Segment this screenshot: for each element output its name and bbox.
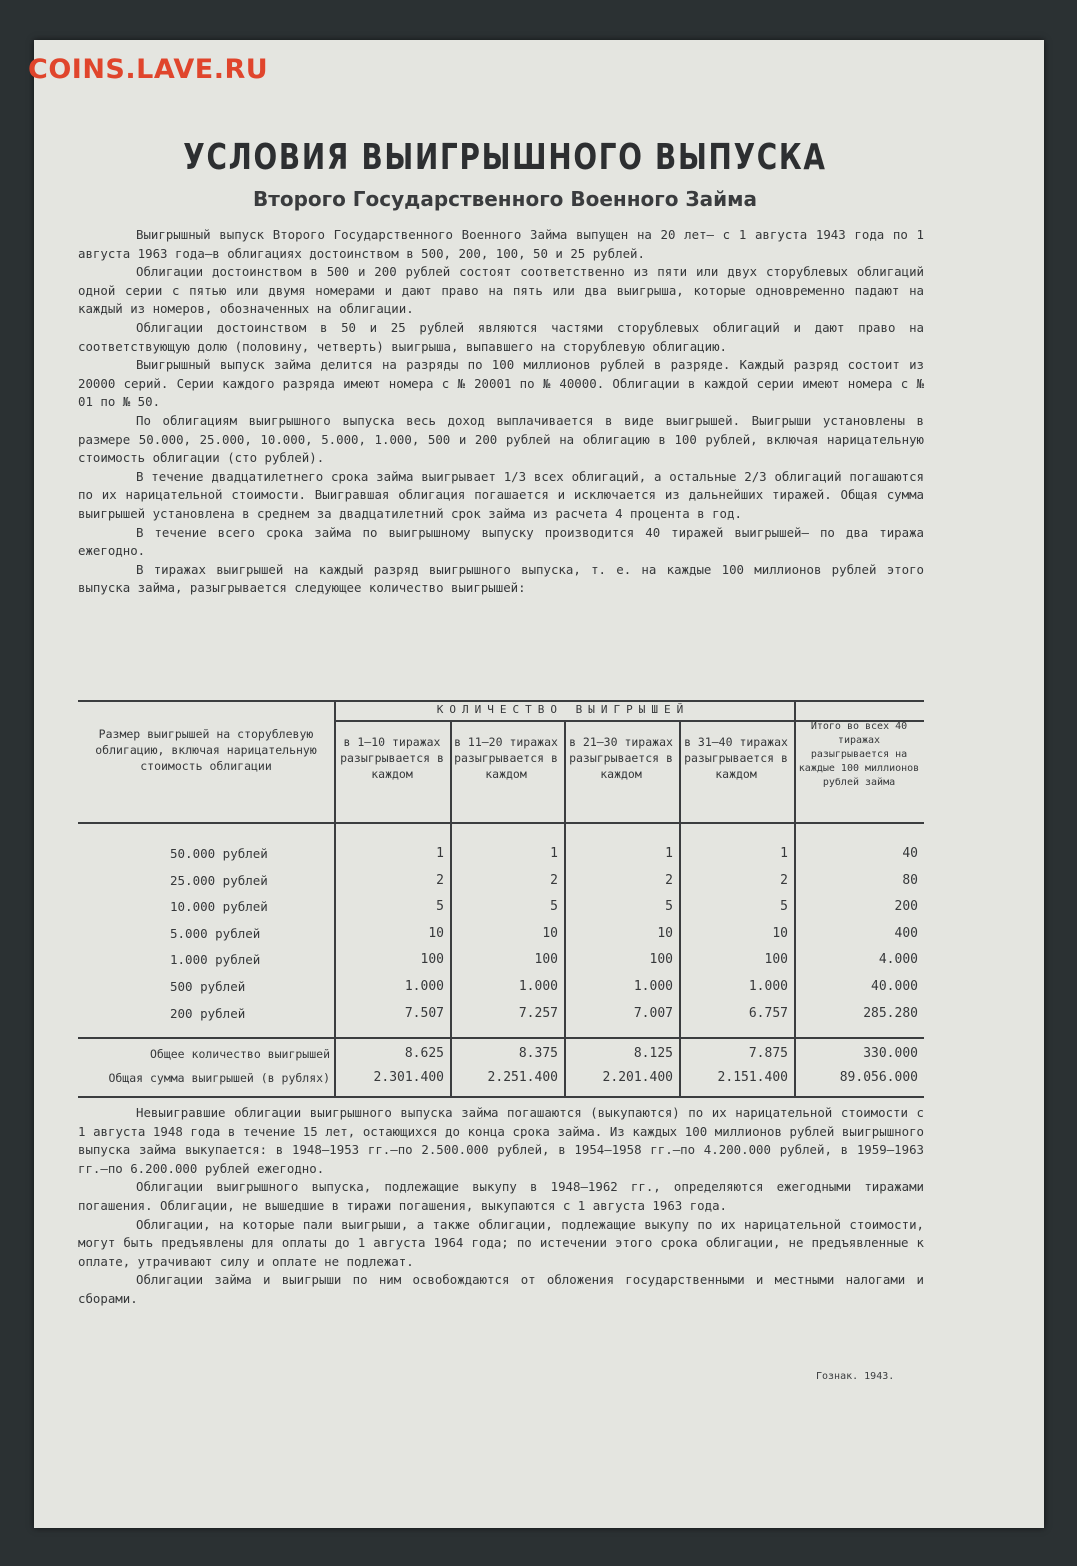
table-cell: 7.007 — [633, 1005, 673, 1021]
outro-text — [78, 1104, 924, 1309]
paragraph: В тиражах выигрышей на каждый разряд выигрышного выпуска, т. е. на каждые 100 миллионов рублей этого выпуска займа, разыгрывается следующее количество выигрышей: — [78, 561, 924, 596]
paragraph: Выигрышный выпуск Второго Государственного Военного Займа выпущен на 20 лет— с 1 августа 1943 года по 1 августа 1963 года—в облигациях достоинством в 500, 200, 100, 50 и 25 рублей. — [78, 227, 924, 261]
table-cell: 100 — [420, 952, 444, 968]
paragraph: По облигациям выигрышного выпуска весь доход выплачивается в виде выигрышей. Выигрыши установлены в размере 50.000, 25.000, 10.000, 5.000, 1.000, 500 и 200 рублей на облигацию в 100 рублей, включая нарицательную стоимость облигации (сто рублей). — [78, 412, 924, 466]
prize-label: 5.000 рублей — [170, 925, 261, 941]
table-cell: 10 — [772, 925, 788, 941]
column-divider — [794, 700, 796, 1096]
table-cell: 5 — [665, 899, 673, 915]
prize-label: 200 рублей — [170, 1005, 246, 1021]
total-cell: 2.251.400 — [487, 1070, 558, 1085]
table-cell: 40.000 — [871, 979, 918, 994]
table-cell: 1 — [436, 846, 444, 861]
intro-text — [78, 226, 924, 598]
table-cell: 285.280 — [863, 1005, 918, 1021]
table-cell: 10 — [542, 925, 558, 941]
table-cell: 6.757 — [748, 1005, 788, 1021]
column-divider — [450, 720, 452, 1096]
paragraph: В течение всего срока займа по выигрышному выпуску производится 40 тиражей выигрышей— по два тиража ежегодно. — [78, 524, 924, 559]
table-cell: 7.507 — [404, 1005, 444, 1021]
table-cell: 2 — [780, 872, 788, 888]
prize-label: 10.000 рублей — [170, 899, 268, 915]
row-header: Размер выигрышей на сторублевую облигацию, включая нарицательную стоимость облигации — [95, 727, 317, 773]
table-cell: 2 — [550, 872, 558, 888]
column-header: в 1—10 тиражах разыгрывается в каждом — [340, 735, 444, 781]
table-bottom-rule — [78, 1096, 924, 1098]
totals-rule — [78, 1037, 924, 1039]
total-label: Общее количество выигрышей — [149, 1047, 330, 1061]
total-label: Общая сумма выигрышей (в рублях) — [108, 1071, 330, 1085]
table-cell: 1 — [550, 846, 558, 861]
total-cell: 330.000 — [863, 1046, 918, 1061]
column-divider — [679, 720, 681, 1096]
prize-label: 50.000 рублей — [170, 846, 268, 861]
table-cell: 10 — [428, 925, 444, 941]
group-header: КОЛИЧЕСТВО ВЫИГРЫШЕЙ — [436, 703, 690, 716]
total-cell: 8.125 — [633, 1046, 673, 1061]
table-cell: 1.000 — [748, 979, 788, 994]
table-cell: 7.257 — [518, 1005, 558, 1021]
table-cell: 1.000 — [404, 979, 444, 994]
table-cell: 1.000 — [633, 979, 673, 994]
winnings-table — [78, 698, 924, 1100]
table-cell: 2 — [436, 872, 444, 888]
table-cell: 2 — [665, 872, 673, 888]
page-title: УСЛОВИЯ ВЫИГРЫШНОГО ВЫПУСКА — [183, 137, 827, 178]
table-cell: 80 — [902, 872, 918, 888]
column-header: Итого во всех 40 тиражах разыгрывается на каждые 100 миллионов рублей займа — [798, 721, 920, 788]
table-cell: 400 — [894, 925, 918, 941]
table-cell: 100 — [534, 952, 558, 968]
paragraph: Облигации достоинством в 50 и 25 рублей являются частями сторублевых облигаций и дают право на соответствующую долю (половину, четверть) выигрыша, выпавшего на сторублевую облигацию. — [78, 319, 924, 354]
paragraph: Выигрышный выпуск займа делится на разряды по 100 миллионов рублей в разряде. Каждый разряд состоит из 20000 серий. Серии каждого разряда имеют номера с № 20001 по № 40000. Облигации в каждой серии имеют номера с № 01 по № 50. — [78, 357, 924, 410]
table-cell: 1.000 — [518, 979, 558, 994]
table-cell: 5 — [436, 899, 444, 915]
prize-label: 1.000 рублей — [170, 952, 261, 968]
paragraph: Облигации займа и выигрыши по ним освобождаются от обложения государственными и местными налогами и сборами. — [78, 1272, 924, 1306]
paragraph: Облигации, на которые пали выигрыши, а также облигации, подлежащие выкупу по их нарицательной стоимости, могут быть предъявлены для оплаты до 1 августа 1964 года; по истечении этого срока облигации, не предъявленные к оплате, утрачивают силу и оплате не подлежат. — [78, 1216, 924, 1269]
total-cell: 2.301.400 — [373, 1070, 444, 1085]
total-cell: 2.201.400 — [602, 1070, 673, 1085]
total-cell: 2.151.400 — [717, 1070, 788, 1085]
paragraph: Облигации достоинством в 500 и 200 рублей состоят соответственно из пяти или двух сторублевых облигаций одной серии с пятью или двумя номерами и дают право на пять или два выигрыша, которые одновременно падают на каждый из номеров, обозначенных на облигации. — [78, 264, 924, 317]
column-header: в 31—40 тиражах разыгрывается в каждом — [684, 735, 788, 781]
table-cell: 10 — [657, 925, 673, 941]
column-divider — [334, 700, 336, 1096]
table-cell: 5 — [780, 899, 788, 915]
paragraph: Невыигравшие облигации выигрышного выпуска займа погашаются (выкупаются) по их нарицательной стоимости с 1 августа 1948 года в течение 15 лет, остающихся до конца срока займа. Из каждых 100 миллионов рублей выигрышного выпуска займа выкупается: в 1948—1953 гг.—по 2.500.000 рублей, в 1954—1958 гг.—по 4.200.000 рублей, в 1959—1963 гг.—по 6.200.000 рублей ежегодно. — [78, 1105, 924, 1176]
total-cell: 7.875 — [748, 1046, 788, 1061]
prize-label: 500 рублей — [170, 979, 246, 994]
paragraph: В течение двадцатилетнего срока займа выигрывает 1/3 всех облигаций, а остальные 2/3 облигаций погашаются по их нарицательной стоимости. Выигравшая облигация погашается и исключается из дальнейших тиражей. Общая сумма выигрышей установлена в среднем за двадцатилетний срок займа из расчета 4 процента в год. — [78, 468, 924, 521]
watermark: COINS.LAVE.RU — [28, 54, 269, 85]
table-cell: 200 — [894, 899, 918, 915]
column-header: в 21—30 тиражах разыгрывается в каждом — [569, 735, 673, 781]
header-bottom-rule — [78, 822, 924, 824]
total-cell: 8.625 — [404, 1046, 444, 1061]
paragraph: Облигации выигрышного выпуска, подлежащие выкупу в 1948—1962 гг., определяются ежегодными тиражами погашения. Облигации, не вышедшие в тиражи погашения, выкупаются с 1 августа 1963 года. — [78, 1179, 924, 1213]
column-header: в 11—20 тиражах разыгрывается в каждом — [454, 735, 558, 781]
table-cell: 100 — [764, 952, 788, 968]
column-divider — [564, 720, 566, 1096]
table-cell: 1 — [665, 846, 673, 861]
prize-label: 25.000 рублей — [170, 872, 268, 888]
table-cell: 5 — [550, 899, 558, 915]
total-cell: 8.375 — [518, 1046, 558, 1061]
printer-imprint: Гознак. 1943. — [816, 1371, 895, 1382]
table-cell: 4.000 — [878, 952, 918, 968]
table-cell: 40 — [902, 846, 918, 861]
table-cell: 100 — [649, 952, 673, 968]
page-subtitle: Второго Государственного Военного Займа — [253, 187, 757, 211]
table-top-rule — [78, 700, 924, 702]
total-cell: 89.056.000 — [839, 1070, 918, 1085]
table-cell: 1 — [780, 846, 788, 861]
